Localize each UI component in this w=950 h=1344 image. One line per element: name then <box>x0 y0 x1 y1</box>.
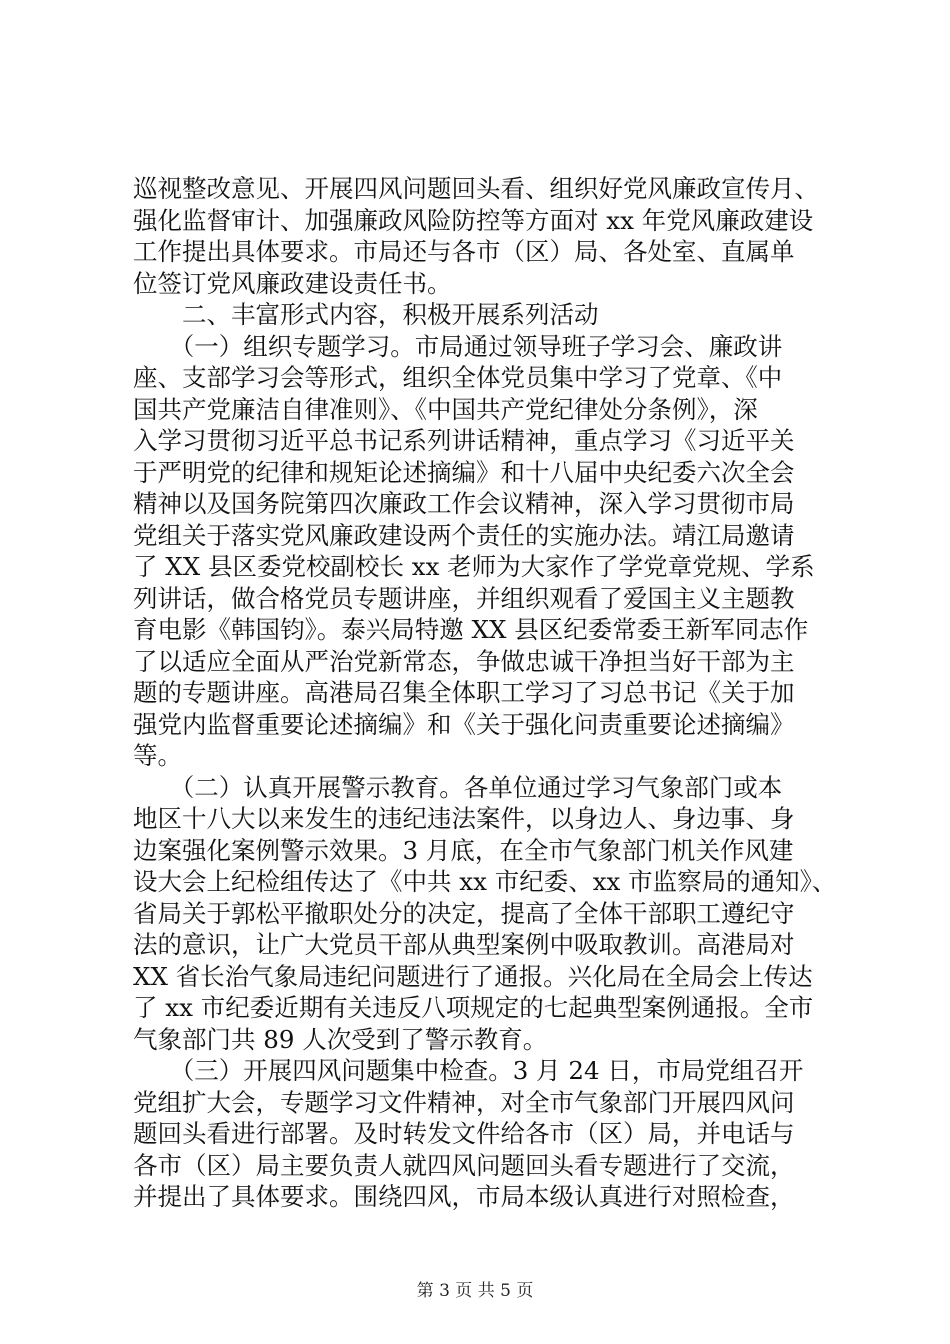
section-heading: 二、丰富形式内容，积极开展系列活动 <box>133 300 599 329</box>
text-line: 了以适应全面从严治党新常态，争做忠诚干净担当好干部为主 <box>133 646 795 676</box>
text-line: （一）组织专题学习。市局通过领导班子学习会、廉政讲 <box>133 331 783 361</box>
text-line: 精神以及国务院第四次廉政工作会议精神，深入学习贯彻市局 <box>133 489 795 518</box>
text-line: 入学习贯彻习近平总书记系列讲话精神，重点学习《习近平关 <box>133 426 795 455</box>
text-line: 等。 <box>133 741 182 770</box>
text-line: 了 xx 市纪委近期有关违反八项规定的七起典型案例通报。全市 <box>133 993 814 1022</box>
text-line: （三）开展四风问题集中检查。3 月 24 日，市局党组召开 <box>133 1056 804 1085</box>
text-line: 强化监督审计、加强廉政风险防控等方面对 xx 年党风廉政建设 <box>133 205 814 235</box>
text-line: 题回头看进行部署。及时转发文件给各市（区）局，并电话与 <box>133 1119 795 1148</box>
text-line: 党组关于落实党风廉政建设两个责任的实施办法。靖江局邀请 <box>133 520 795 550</box>
text-line: 工作提出具体要求。市局还与各市（区）局、各处室、直属单 <box>133 237 795 266</box>
page-number-footer: 第 3 页 共 5 页 <box>416 1281 534 1301</box>
text-line: 巡视整改意见、开展四风问题回头看、组织好党风廉政宣传月、 <box>133 174 819 203</box>
text-line: 座、支部学习会等形式，组织全体党员集中学习了党章、《中 <box>133 363 783 392</box>
text-line: 党组扩大会，专题学习文件精神，对全市气象部门开展四风问 <box>133 1087 795 1117</box>
text-line: 设大会上纪检组传达了《中共 xx 市纪委、xx 市监察局的通知》、 <box>133 867 837 896</box>
text-line: 育电影《韩国钧》。泰兴局特邀 XX 县区纪委常委王新军同志作 <box>133 615 809 644</box>
text-line: 边案强化案例警示效果。3 月底，在全市气象部门机关作风建 <box>133 835 794 865</box>
text-line: 国共产党廉洁自律准则》、《中国共产党纪律处分条例》，深 <box>133 394 758 424</box>
text-line: 地区十八大以来发生的违纪违法案件，以身边人、身边事、身 <box>133 804 795 833</box>
text-line: 了 XX 县区委党校副校长 xx 老师为大家作了学党章党规、学系 <box>133 552 815 581</box>
text-line: 位签订党风廉政建设责任书。 <box>133 268 452 298</box>
text-line: XX 省长治气象局违纪问题进行了通报。兴化局在全局会上传达 <box>133 961 813 991</box>
text-line: 省局关于郭松平撤职处分的决定，提高了全体干部职工遵纪守 <box>133 898 795 928</box>
document-body <box>133 173 837 1213</box>
text-line: 强党内监督重要论述摘编》和《关于强化问责重要论述摘编》 <box>133 709 795 739</box>
text-line: 各市（区）局主要负责人就四风问题回头看专题进行了交流， <box>133 1150 795 1180</box>
text-line: 于严明党的纪律和规矩论述摘编》和十八届中央纪委六次全会 <box>133 457 795 487</box>
text-line: 气象部门共 89 人次受到了警示教育。 <box>133 1024 548 1054</box>
text-line: 列讲话，做合格党员专题讲座，并组织观看了爱国主义主题教 <box>133 583 795 613</box>
text-line: 并提出了具体要求。围绕四风，市局本级认真进行对照检查， <box>133 1182 795 1211</box>
text-line: 题的专题讲座。高港局召集全体职工学习了习总书记《关于加 <box>133 678 795 707</box>
text-line: （二）认真开展警示教育。各单位通过学习气象部门或本 <box>133 772 783 802</box>
text-line: 法的意识，让广大党员干部从典型案例中吸取教训。高港局对 <box>133 930 795 959</box>
